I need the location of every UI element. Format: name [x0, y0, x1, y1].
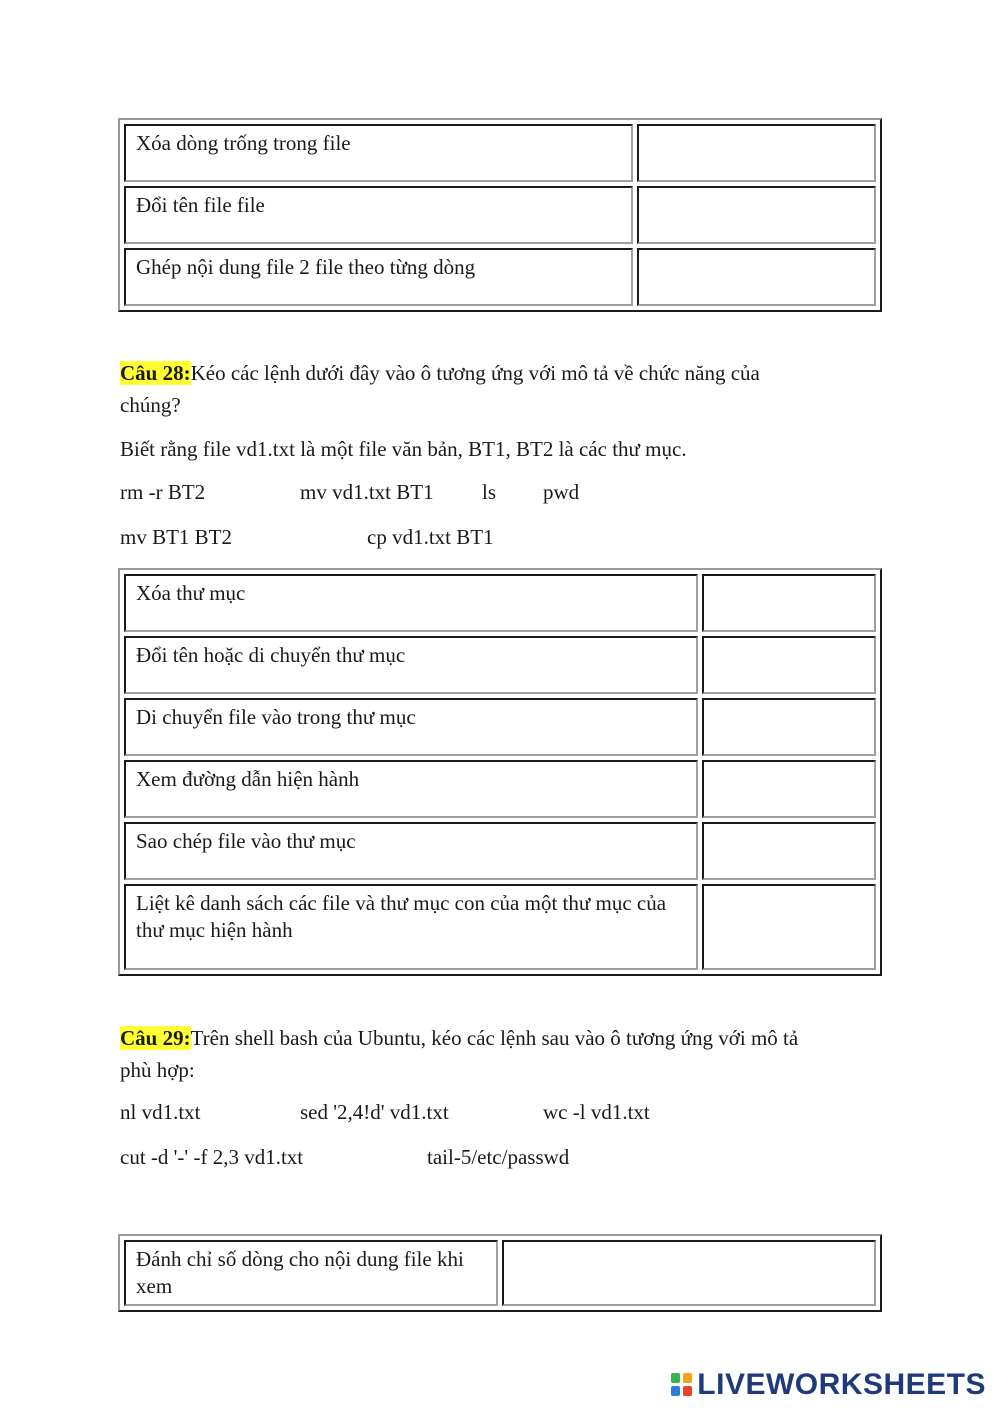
table-q28 — [118, 568, 882, 976]
q29-heading — [120, 1023, 798, 1053]
row-label: Đổi tên file file — [124, 186, 633, 244]
answer-dropzone[interactable] — [702, 822, 876, 880]
answer-dropzone[interactable] — [637, 186, 876, 244]
table-row — [124, 248, 876, 306]
command-chip[interactable]: sed '2,4!d' vd1.txt — [300, 1100, 449, 1124]
q28-text-line2: chúng? — [120, 393, 181, 417]
logo-text: LIVEWORKSHEETS — [697, 1368, 986, 1401]
row-label: Xóa dòng trống trong file — [124, 124, 633, 182]
liveworksheets-logo — [671, 1368, 986, 1402]
table-row — [124, 1240, 876, 1306]
answer-dropzone[interactable] — [502, 1240, 876, 1306]
table-row — [124, 636, 876, 694]
command-chip[interactable]: cut -d '-' -f 2,3 vd1.txt — [120, 1145, 304, 1169]
command-chip[interactable]: mv BT1 BT2 — [120, 525, 233, 549]
table-row — [124, 124, 876, 182]
table-top — [118, 118, 882, 312]
liveworksheets-logo-icon — [671, 1373, 693, 1397]
answer-dropzone[interactable] — [702, 636, 876, 694]
command-chip[interactable]: wc -l vd1.txt — [543, 1100, 650, 1124]
q29-text-line1: Trên shell bash của Ubuntu, kéo các lệnh sau vào ô tương ứng với mô tả — [190, 1026, 799, 1050]
q29-number: Câu 29: — [120, 1026, 191, 1050]
command-chip[interactable]: tail-5/etc/passwd — [427, 1145, 570, 1169]
q28-text-line1: Kéo các lệnh dưới đây vào ô tương ứng với mô tả về chức năng của — [190, 361, 760, 385]
row-label: Sao chép file vào thư mục — [124, 822, 698, 880]
table-row — [124, 884, 876, 970]
command-chip[interactable]: mv vd1.txt BT1 — [300, 480, 434, 504]
command-chip[interactable]: nl vd1.txt — [120, 1100, 201, 1124]
row-label: Xem đường dẫn hiện hành — [124, 760, 698, 818]
row-label: Xóa thư mục — [124, 574, 698, 632]
answer-dropzone[interactable] — [637, 124, 876, 182]
table-row — [124, 698, 876, 756]
row-label: Di chuyển file vào trong thư mục — [124, 698, 698, 756]
command-chip[interactable]: pwd — [543, 480, 580, 504]
q29-text-line2: phù hợp: — [120, 1058, 195, 1082]
answer-dropzone[interactable] — [702, 574, 876, 632]
row-label: Đánh chỉ số dòng cho nội dung file khi xem — [124, 1240, 498, 1306]
q28-number: Câu 28: — [120, 361, 191, 385]
answer-dropzone[interactable] — [637, 248, 876, 306]
table-row — [124, 574, 876, 632]
row-label: Liệt kê danh sách các file và thư mục con của một thư mục của thư mục hiện hành — [124, 884, 698, 970]
answer-dropzone[interactable] — [702, 760, 876, 818]
q28-heading — [120, 358, 760, 388]
table-q29 — [118, 1234, 882, 1312]
row-label: Ghép nội dung file 2 file theo từng dòng — [124, 248, 633, 306]
table-row — [124, 822, 876, 880]
answer-dropzone[interactable] — [702, 884, 876, 970]
command-chip[interactable]: ls — [482, 480, 497, 504]
table-row — [124, 186, 876, 244]
table-row — [124, 760, 876, 818]
q28-note: Biết rằng file vd1.txt là một file văn bản, BT1, BT2 là các thư mục. — [120, 437, 687, 461]
command-chip[interactable]: rm -r BT2 — [120, 480, 206, 504]
row-label: Đổi tên hoặc di chuyển thư mục — [124, 636, 698, 694]
command-chip[interactable]: cp vd1.txt BT1 — [367, 525, 494, 549]
answer-dropzone[interactable] — [702, 698, 876, 756]
